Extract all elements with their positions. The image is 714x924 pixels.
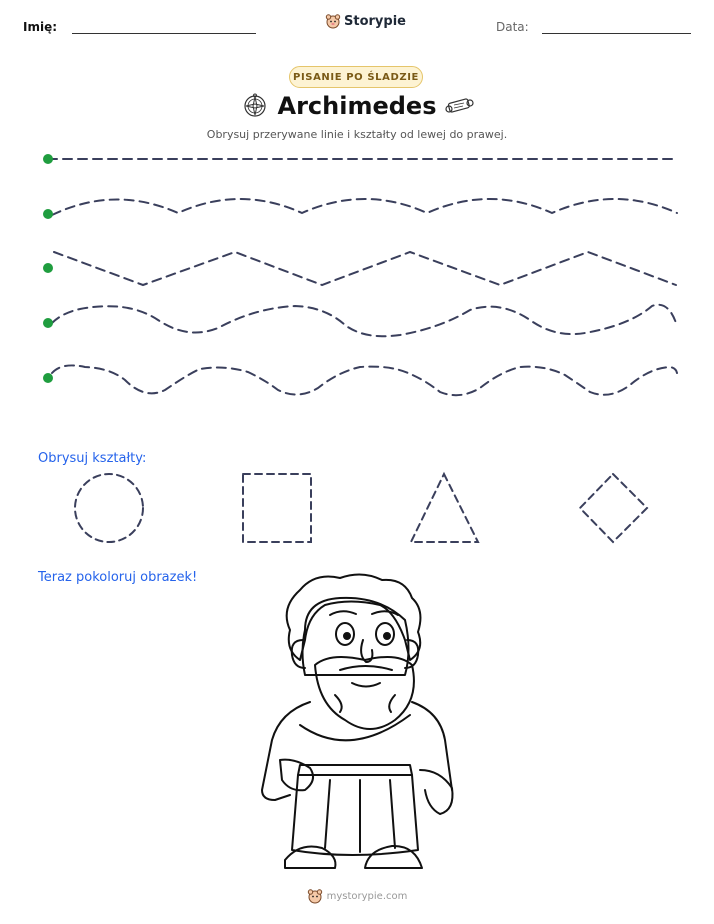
category-badge: PISANIE PO ŚLADZIE [289,66,423,88]
trace-line-4[interactable] [52,305,676,336]
name-label: Imię: [23,20,58,34]
start-dot [43,373,53,383]
instructions: Obrysuj przerywane linie i kształty od lewej do prawej. [206,128,508,141]
coloring-heading: Teraz pokoloruj obrazek! [38,570,198,585]
archimedes-coloring-illustration[interactable] [250,572,460,870]
brand [325,13,406,29]
trace-diamond[interactable] [580,474,647,542]
trace-line-5[interactable] [52,365,677,395]
date-label: Data: [496,20,529,34]
tracing-lines [0,140,714,400]
start-dot [43,209,53,219]
footer-site[interactable]: mystorypie.com [326,890,408,902]
storypie-logo-icon [307,888,323,904]
footer [0,888,714,904]
trace-square[interactable] [243,474,311,542]
name-field-line[interactable] [72,33,256,34]
trace-line-2[interactable] [52,199,677,215]
start-dot [43,154,53,164]
trace-triangle[interactable] [411,474,478,542]
scroll-icon [443,95,475,117]
date-field-line[interactable] [542,33,691,34]
brand-name: Storypie [344,13,406,29]
shapes-heading: Obrysuj kształty: [38,451,147,466]
page-title: Archimedes [277,92,437,120]
trace-circle[interactable] [75,474,143,542]
tracing-shapes [0,465,714,550]
trace-line-3[interactable] [54,252,676,285]
storypie-logo-icon [325,13,341,29]
start-dot [43,263,53,273]
start-dot [43,318,53,328]
